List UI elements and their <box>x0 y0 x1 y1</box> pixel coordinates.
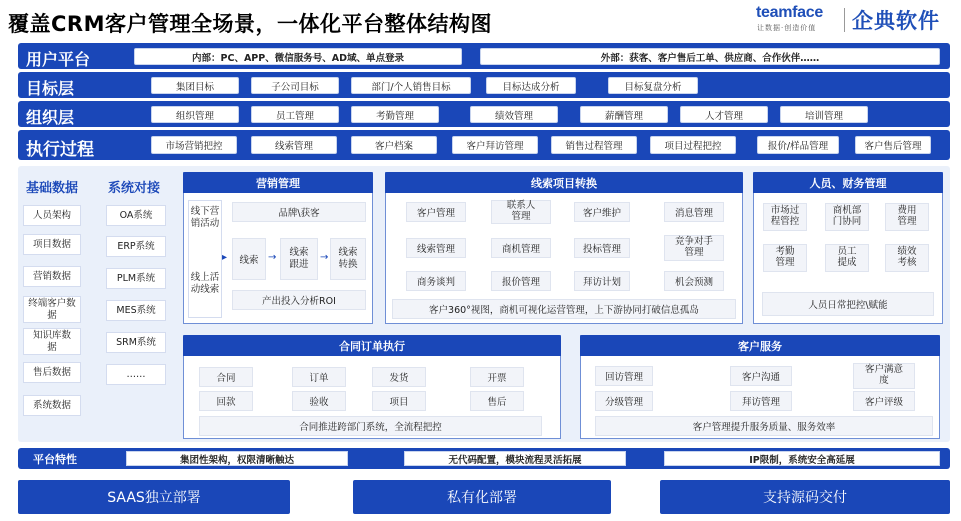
system-item: MES系统 <box>106 300 166 321</box>
service-item: 客户评级 <box>853 391 915 411</box>
exec-item: 项目过程把控 <box>650 136 736 154</box>
contract-item: 订单 <box>292 367 346 387</box>
hr-item: 费用管理 <box>885 203 929 231</box>
lead-project-item: 投标管理 <box>574 238 630 258</box>
contract-item: 售后 <box>470 391 524 411</box>
contract-item: 开票 <box>470 367 524 387</box>
hr-footer: 人员日常把控\赋能 <box>762 292 934 316</box>
exec-item: 销售过程管理 <box>551 136 637 154</box>
service-item: 拜访管理 <box>730 391 792 411</box>
user-platform-label: 用户平台 <box>26 50 91 69</box>
deploy-private: 私有化部署 <box>353 480 611 514</box>
marketing-lead: 线索 <box>232 238 266 280</box>
contract-item: 合同 <box>199 367 253 387</box>
logo-slogan: 让数据·创造价值 <box>757 24 817 32</box>
system-item: PLM系统 <box>106 268 166 289</box>
arrow-right-icon: ▸ <box>222 252 228 263</box>
deploy-saas: SAAS独立部署 <box>18 480 290 514</box>
platform-feature: IP限制，系统安全高延展 <box>664 451 940 466</box>
contract-footer: 合同推进跨部门系统，全流程把控 <box>199 416 542 436</box>
target-item: 子公司目标 <box>251 77 339 94</box>
user-platform-external: 外部：获客、客户售后工单、供应商、合作伙伴…… <box>480 48 940 65</box>
marketing-convert: 线索转换 <box>330 238 366 280</box>
basic-data-item: 售后数据 <box>23 362 81 383</box>
org-item: 培训管理 <box>780 106 868 123</box>
lead-project-item: 消息管理 <box>664 202 724 222</box>
logo-divider <box>844 8 845 32</box>
marketing-offline: 线下营销活动 <box>190 206 220 229</box>
contract-title: 合同订单执行 <box>183 335 561 356</box>
platform-label: 平台特性 <box>33 453 77 466</box>
lead-project-item: 客户维护 <box>574 202 630 222</box>
service-item: 客户沟通 <box>730 366 792 386</box>
arrow-right-icon: → <box>320 252 329 263</box>
lead-project-item: 商机管理 <box>491 238 551 258</box>
org-item: 员工管理 <box>251 106 339 123</box>
hr-item: 考勤管理 <box>763 244 807 272</box>
lead-project-item: 客户管理 <box>406 202 466 222</box>
basic-data-item: 终端客户数据 <box>23 296 81 323</box>
system-item: …… <box>106 364 166 385</box>
basic-data-item: 营销数据 <box>23 266 81 287</box>
hr-item: 绩效考核 <box>885 244 929 272</box>
system-item: ERP系统 <box>106 236 166 257</box>
exec-item: 报价/样品管理 <box>757 136 839 154</box>
user-platform-internal: 内部：PC、APP、微信服务号、AD域、单点登录 <box>134 48 462 65</box>
hr-item: 市场过程管控 <box>763 203 807 231</box>
service-item: 回访管理 <box>595 366 653 386</box>
exec-item: 市场营销把控 <box>151 136 237 154</box>
org-item: 人才管理 <box>680 106 768 123</box>
logo-company: 企典软件 <box>852 9 940 33</box>
org-item: 薪酬管理 <box>580 106 668 123</box>
service-item: 客户满意度 <box>853 363 915 389</box>
marketing-title: 营销管理 <box>183 172 373 193</box>
lead-project-item: 线索管理 <box>406 238 466 258</box>
target-item: 集团目标 <box>151 77 239 94</box>
exec-item: 线索管理 <box>251 136 337 154</box>
target-item: 目标达成分析 <box>486 77 576 94</box>
page-title: 覆盖CRM客户管理全场景，一体化平台整体结构图 <box>8 12 492 36</box>
hr-item: 商机部门协同 <box>825 203 869 231</box>
system-item: OA系统 <box>106 205 166 226</box>
exec-label: 执行过程 <box>26 140 94 160</box>
deploy-source: 支持源码交付 <box>660 480 950 514</box>
org-item: 绩效管理 <box>470 106 558 123</box>
system-item: SRM系统 <box>106 332 166 353</box>
hr-title: 人员、财务管理 <box>753 172 943 193</box>
lead-project-item: 商务谈判 <box>406 271 466 291</box>
org-item: 考勤管理 <box>351 106 439 123</box>
target-label: 目标层 <box>26 79 75 98</box>
hr-item: 员工提成 <box>825 244 869 272</box>
lead-project-title: 线索项目转换 <box>385 172 743 193</box>
platform-feature: 集团性架构，权限清晰触达 <box>126 451 348 466</box>
basic-data-item: 知识库数据 <box>23 328 81 355</box>
exec-item: 客户售后管理 <box>855 136 931 154</box>
marketing-brand: 品牌\获客 <box>232 202 366 222</box>
basic-data-item: 人员架构 <box>23 205 81 226</box>
logo-text: teamface <box>756 4 823 21</box>
contract-item: 项目 <box>372 391 426 411</box>
marketing-online: 线上活动线索 <box>190 272 220 295</box>
basic-data-item: 项目数据 <box>23 234 81 255</box>
lead-project-item: 报价管理 <box>491 271 551 291</box>
contract-item: 验收 <box>292 391 346 411</box>
contract-item: 回款 <box>199 391 253 411</box>
lead-project-item: 拜访计划 <box>574 271 630 291</box>
basic-data-item: 系统数据 <box>23 395 81 416</box>
lead-project-item: 机会预测 <box>664 271 724 291</box>
service-item: 分级管理 <box>595 391 653 411</box>
marketing-roi: 产出投入分析ROI <box>232 290 366 310</box>
system-title: 系统对接 <box>108 181 161 196</box>
target-item: 部门/个人销售目标 <box>351 77 471 94</box>
service-footer: 客户管理提升服务质量、服务效率 <box>595 416 933 436</box>
exec-item: 客户档案 <box>351 136 437 154</box>
arrow-right-icon: → <box>268 252 277 263</box>
exec-item: 客户拜访管理 <box>452 136 538 154</box>
target-item: 目标复盘分析 <box>608 77 698 94</box>
marketing-follow: 线索跟进 <box>280 238 318 280</box>
lead-project-footer: 客户360°视图，商机可视化运营管理，上下游协同打破信息孤岛 <box>392 299 736 319</box>
basic-data-title: 基础数据 <box>26 181 79 196</box>
service-title: 客户服务 <box>580 335 940 356</box>
lead-project-item: 竞争对手管理 <box>664 235 724 261</box>
org-item: 组织管理 <box>151 106 239 123</box>
org-label: 组织层 <box>26 108 75 127</box>
contract-item: 发货 <box>372 367 426 387</box>
platform-feature: 无代码配置，模块流程灵活拓展 <box>404 451 626 466</box>
lead-project-item: 联系人管理 <box>491 200 551 224</box>
